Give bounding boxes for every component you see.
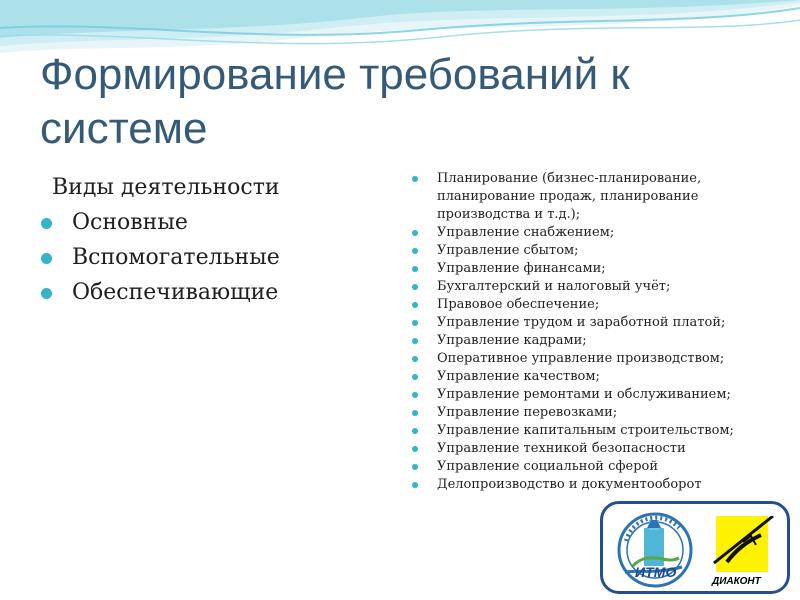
management-areas-list bbox=[410, 170, 770, 494]
management-area-item bbox=[410, 386, 770, 404]
diakont-logo-text: ДИАКОНТ bbox=[712, 576, 761, 587]
management-area-item bbox=[410, 224, 770, 242]
management-area-label: Управление качеством; bbox=[437, 369, 600, 384]
management-area-label: Планирование (бизнес-планирование, планирование продаж, планирование производства и т.д.); bbox=[437, 171, 702, 222]
activity-type-support bbox=[40, 279, 380, 307]
slide-title: Формирование требований к системе bbox=[40, 50, 630, 153]
activity-types-panel bbox=[40, 174, 380, 314]
diakont-logo bbox=[708, 516, 778, 588]
management-area-label: Управление снабжением; bbox=[437, 225, 615, 240]
bullet-icon bbox=[412, 428, 418, 434]
bullet-icon bbox=[412, 464, 418, 470]
activity-type-label: Вспомогательные bbox=[72, 245, 280, 270]
bullet-icon bbox=[412, 338, 418, 344]
bullet-icon bbox=[412, 482, 418, 488]
management-area-item bbox=[410, 314, 770, 332]
management-area-label: Управление кадрами; bbox=[437, 333, 587, 348]
itmo-logo-text: ИТМО bbox=[635, 564, 677, 580]
itmo-logo bbox=[613, 510, 697, 590]
management-area-item bbox=[410, 296, 770, 314]
management-area-item bbox=[410, 242, 770, 260]
bullet-icon bbox=[412, 374, 418, 380]
management-area-item bbox=[410, 260, 770, 278]
management-area-item bbox=[410, 476, 770, 494]
management-area-item bbox=[410, 350, 770, 368]
bullet-icon bbox=[412, 392, 418, 398]
management-area-item bbox=[410, 422, 770, 440]
bullet-icon bbox=[41, 288, 52, 299]
management-area-label: Управление трудом и заработной платой; bbox=[437, 315, 726, 330]
management-area-label: Управление финансами; bbox=[437, 261, 606, 276]
management-area-label: Управление техникой безопасности bbox=[437, 441, 686, 456]
management-area-label: Управление капитальным строительством; bbox=[437, 423, 734, 438]
management-area-label: Бухгалтерский и налоговый учёт; bbox=[437, 279, 671, 294]
activity-types-list bbox=[40, 209, 380, 307]
bullet-icon bbox=[412, 230, 418, 236]
management-area-label: Управление социальной сферой bbox=[437, 459, 659, 474]
management-area-item bbox=[410, 368, 770, 386]
bullet-icon bbox=[412, 446, 418, 452]
activity-type-auxiliary bbox=[40, 244, 380, 272]
management-area-label: Оперативное управление производством; bbox=[437, 351, 725, 366]
bullet-icon bbox=[412, 302, 418, 308]
management-area-item bbox=[410, 458, 770, 476]
partner-logos-box bbox=[600, 501, 790, 594]
activity-type-label: Основные bbox=[72, 210, 188, 235]
management-areas-panel bbox=[410, 170, 770, 494]
activity-type-label: Обеспечивающие bbox=[72, 280, 279, 305]
management-area-item bbox=[410, 278, 770, 296]
bullet-icon bbox=[412, 266, 418, 272]
management-area-label: Управление сбытом; bbox=[437, 243, 579, 258]
management-area-label: Правовое обеспечение; bbox=[437, 297, 600, 312]
management-area-item bbox=[410, 170, 770, 224]
activity-types-heading: Виды деятельности bbox=[52, 175, 280, 200]
management-area-item bbox=[410, 332, 770, 350]
management-area-item bbox=[410, 440, 770, 458]
bullet-icon bbox=[412, 356, 418, 362]
bullet-icon bbox=[412, 410, 418, 416]
management-area-label: Управление перевозками; bbox=[437, 405, 618, 420]
management-area-label: Делопроизводство и документооборот bbox=[437, 477, 702, 492]
bullet-icon bbox=[412, 176, 418, 182]
bullet-icon bbox=[412, 248, 418, 254]
activity-type-main bbox=[40, 209, 380, 237]
bullet-icon bbox=[41, 253, 52, 264]
bullet-icon bbox=[41, 218, 52, 229]
bullet-icon bbox=[412, 320, 418, 326]
bullet-icon bbox=[412, 284, 418, 290]
management-area-label: Управление ремонтами и обслуживанием; bbox=[437, 387, 731, 402]
management-area-item bbox=[410, 404, 770, 422]
